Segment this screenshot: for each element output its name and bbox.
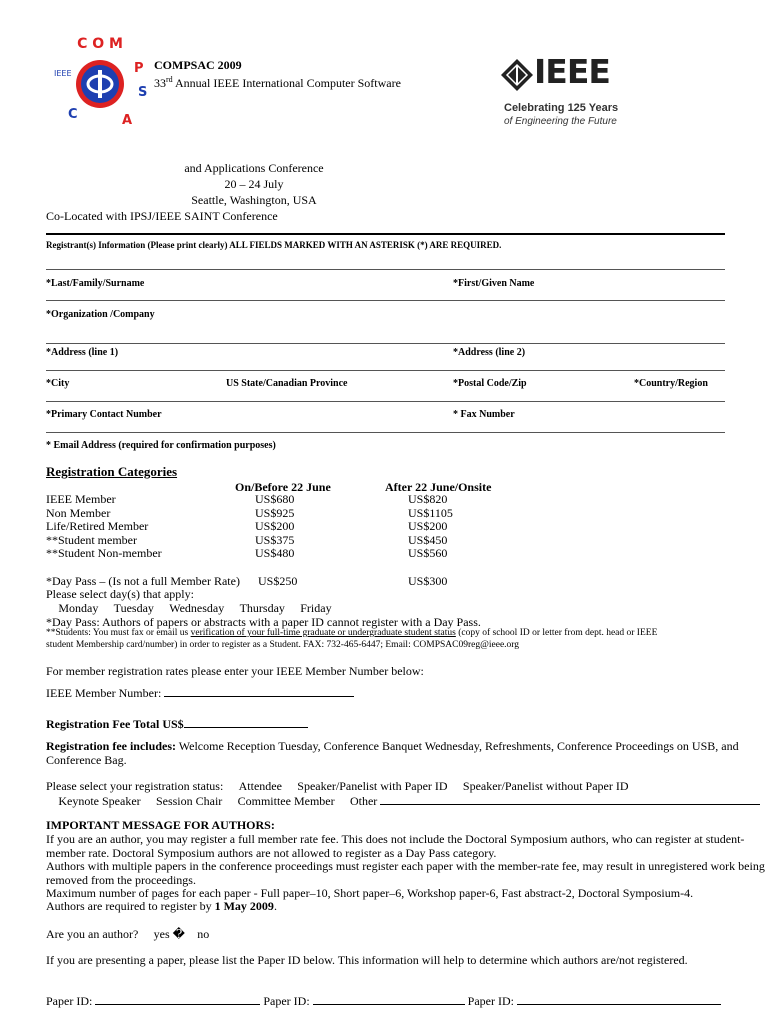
paper-id-label: Paper ID: [263,994,313,1008]
member-number-field[interactable] [164,685,354,697]
deadline-pre: Authors are required to register by [46,899,215,913]
organization-label: *Organization /Company [46,309,155,320]
svg-text:IEEE: IEEE [54,69,72,78]
member-number-label: IEEE Member Number: [46,686,165,700]
conference-title-cont: and Applications Conference [184,161,324,175]
early-rate: US$680 [255,492,295,506]
ieee-logo [500,52,619,138]
paper-id-field-3[interactable] [517,993,721,1005]
field-line-org[interactable] [46,300,725,301]
ordinal-number: 33 [154,76,166,90]
ieee-diamond-icon [500,58,534,92]
colocation-note: Co-Located with IPSJ/IEEE SAINT Conference [46,209,278,223]
early-rate: US$925 [255,505,295,520]
conference-dates: 20 – 24 July [224,177,284,191]
field-line-city[interactable] [46,370,725,371]
authors-deadline [46,899,277,913]
early-rate: US$480 [255,546,295,560]
status-other-field[interactable] [380,793,760,805]
last-name-label: *Last/Family/Surname [46,278,145,289]
fee-includes-line2: Conference Bag. [46,753,127,767]
email-label: * Email Address (required for confirmation purposes) [46,440,276,451]
conference-title-rest: Annual IEEE International Computer Software [172,76,401,90]
registrant-intro: Registrant(s) Information (Please print clearly) ALL FIELDS MARKED WITH AN ASTERISK (*) ARE REQUIRED. [46,240,502,250]
svg-text:C: C [68,107,78,122]
category-name: **Student member [46,532,137,547]
early-rate: US$375 [255,532,295,547]
field-line-name[interactable] [46,269,725,270]
fee-includes [46,739,739,753]
header-divider [46,233,725,235]
svg-text:S: S [138,85,148,100]
day-pass-late: US$300 [408,574,448,588]
compsac-logo [48,36,152,132]
early-rate: US$200 [255,519,295,533]
compsac-emblem [48,36,152,132]
late-rate: US$450 [408,532,448,547]
status-options-line1[interactable]: Please select your registration status: Attendee Speaker/Panelist with Paper ID Speaker/Panelist without Paper ID [46,779,591,793]
address2-label: *Address (line 2) [453,347,526,358]
authors-p3: Maximum number of pages for each paper - Full paper–10, Short paper–6, Workshop paper-6, Fast abstract-2, Doctoral Symposium-4. [46,886,694,900]
day-pass-early: US$250 [258,574,298,588]
svg-text:A: A [122,113,133,128]
paper-id-field-2[interactable] [313,993,465,1005]
country-label: *Country/Region [634,378,708,389]
day-checkboxes[interactable]: Monday Tuesday Wednesday Thursday Friday [46,601,270,615]
paper-prompt: If you are presenting a paper, please list the Paper ID below. This information will help to determine which authors are/not registered. [46,953,688,967]
fax-label: * Fax Number [453,409,515,420]
conference-name: COMPSAC 2009 [154,58,242,72]
state-label: US State/Canadian Province [226,378,348,389]
field-line-email[interactable] [46,432,725,433]
category-name: Non Member [46,505,111,520]
deadline-date: 1 May 2009 [214,899,274,913]
category-name: **Student Non-member [46,546,162,560]
address1-label: *Address (line 1) [46,347,119,358]
member-prompt: For member registration rates please enter your IEEE Member Number below: [46,664,424,678]
student-verification-link: verification of your full-time graduate or undergraduate student status [190,628,456,638]
field-line-phone[interactable] [46,401,725,402]
student-note-line2: student Membership card/number) in order to register as a Student. FAX: 732-465-6447; Email: COMPSAC09reg@ieee.org [46,640,520,650]
select-days-label: Please select day(s) that apply: [46,587,194,601]
student-note-pre: **Students: You must fax or email us [46,628,191,638]
category-name: Life/Retired Member [46,519,149,533]
day-pass-note: *Day Pass: Authors of papers or abstracts with a paper ID cannot register with a Day Pass. [46,615,481,629]
svg-text:C O M: C O M [77,36,123,52]
fee-includes-label: Registration fee includes: [46,739,176,753]
first-name-label: *First/Given Name [453,278,535,289]
paper-id-label: Paper ID: [46,994,96,1008]
student-note [46,627,657,639]
categories-title: Registration Categories [46,464,178,479]
late-rate: US$200 [408,519,448,533]
status-options-line2 [46,793,760,808]
early-rates [255,493,294,561]
authors-p1a: If you are an author, you may register a full member rate fee. This does not include the Doctoral Symposium authors, who can register at student- [46,832,745,846]
fee-total-row [46,716,308,731]
student-note-post: (copy of school ID or letter from dept. head or IEEE [455,628,658,638]
status-options[interactable]: Keynote Speaker Session Chair Committee Member Other [46,794,331,808]
day-pass-name: *Day Pass – (Is not a full Member Rate) [46,574,240,588]
author-question[interactable]: Are you an author? yes � no [46,927,188,941]
paper-id-label: Paper ID: [467,994,517,1008]
ordinal-suffix: rd [166,75,173,84]
authors-p2a: Authors with multiple papers in the conference proceedings must register each paper with the member-rate fee, may result in unregistered work being [46,859,765,873]
col-header-early: On/Before 22 June [235,480,331,494]
col-header-late: After 22 June/Onsite [385,480,492,494]
paper-id-field-1[interactable] [95,993,260,1005]
paper-id-row [46,993,721,1008]
ieee-wordmark: IEEE [534,52,610,91]
ieee-tagline: Celebrating 125 Years [504,102,619,114]
field-line-address[interactable] [46,343,725,344]
late-rate: US$820 [408,492,448,506]
fee-total-label: Registration Fee Total US$ [46,717,184,731]
phone-label: *Primary Contact Number [46,409,162,420]
authors-p1b: member rate. Doctoral Symposium authors are not allowed to register as a Day Pass category. [46,846,497,860]
late-rate: US$560 [408,546,448,560]
late-rate: US$1105 [408,505,453,520]
late-rates [408,493,453,561]
fee-includes-text: Welcome Reception Tuesday, Conference Banquet Wednesday, Refreshments, Conference Proceedings on USB, and [175,739,739,753]
conference-title-line [154,73,401,90]
postal-label: *Postal Code/Zip [453,378,527,389]
fee-total-field[interactable] [184,716,308,728]
category-names [46,493,162,561]
category-name: IEEE Member [46,492,116,506]
svg-text:P: P [134,61,144,76]
ieee-tagline-2: of Engineering the Future [504,116,617,127]
deadline-post: . [273,899,277,913]
authors-p2b: removed from the proceedings. [46,873,196,887]
city-label: *City [46,378,70,389]
authors-heading: IMPORTANT MESSAGE FOR AUTHORS: [46,818,275,832]
member-number-row [46,685,354,700]
conference-location: Seattle, Washington, USA [191,193,317,207]
